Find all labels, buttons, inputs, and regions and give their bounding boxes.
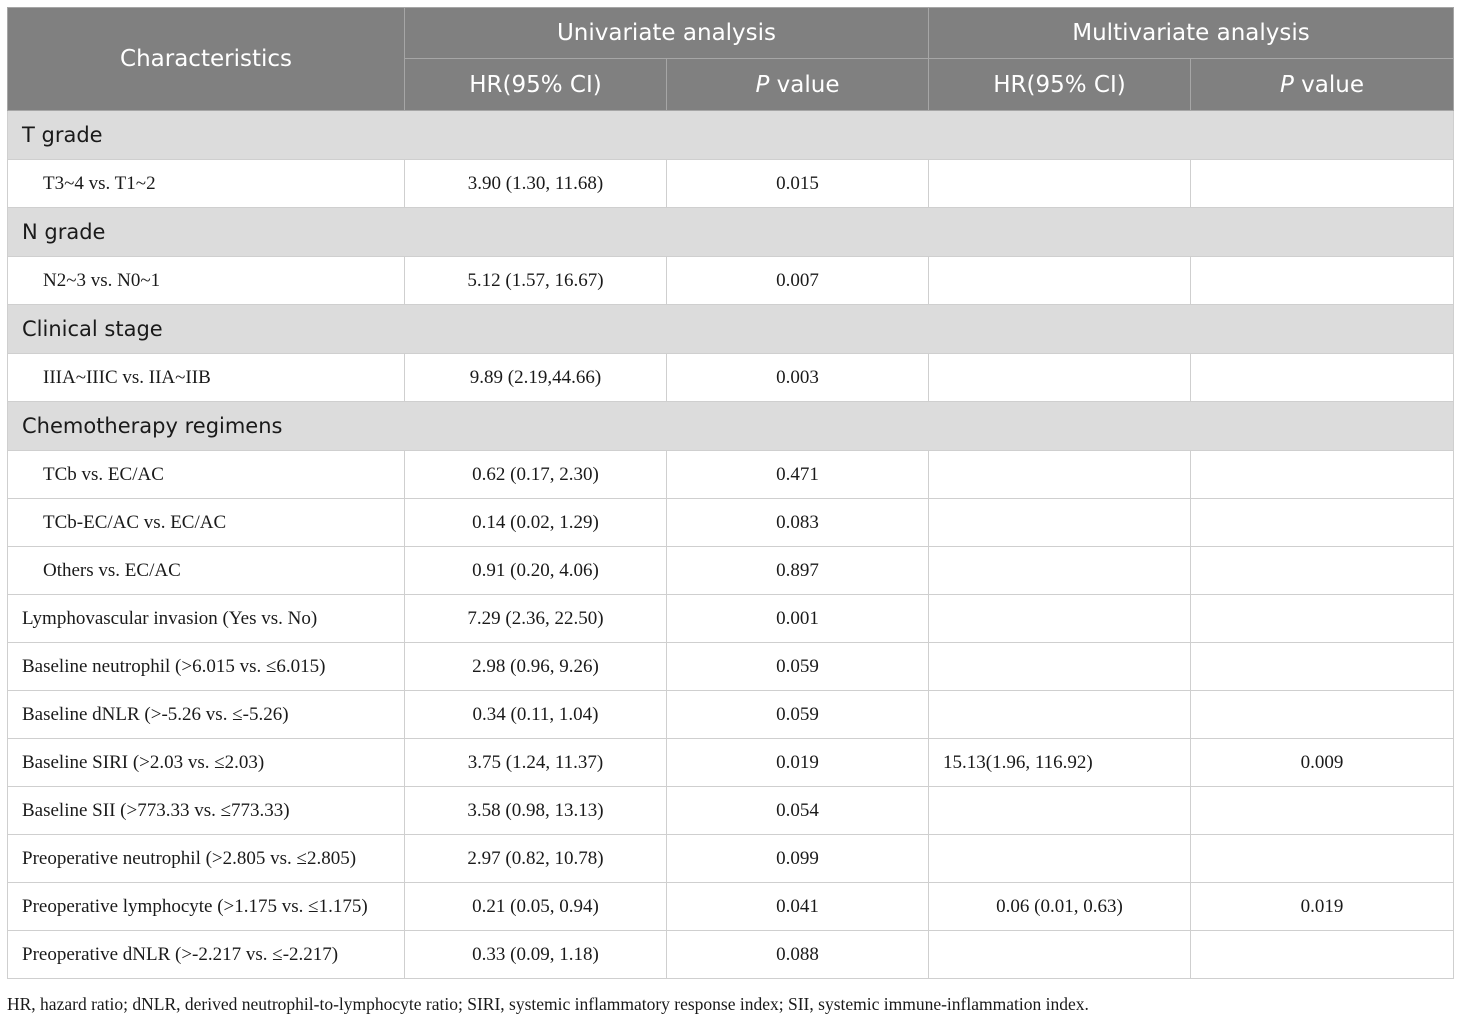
- table-row: [8, 595, 1454, 643]
- univariate-p-cell: 0.019: [667, 739, 929, 787]
- univariate-p-cell: 0.088: [667, 931, 929, 979]
- row-label: IIIA~IIIC vs. IIA~IIB: [8, 354, 405, 402]
- header-p-italic: P: [755, 71, 770, 98]
- multivariate-hr-cell: [929, 547, 1191, 595]
- univariate-hr-cell: 3.58 (0.98, 13.13): [405, 787, 667, 835]
- header-p-italic: P: [1279, 71, 1294, 98]
- univariate-hr-cell: 2.97 (0.82, 10.78): [405, 835, 667, 883]
- univariate-hr-cell: 3.75 (1.24, 11.37): [405, 739, 667, 787]
- multivariate-p-cell: [1191, 451, 1454, 499]
- univariate-p-cell: 0.007: [667, 257, 929, 305]
- univariate-p-cell: 0.015: [667, 160, 929, 208]
- univariate-p-cell: 0.059: [667, 691, 929, 739]
- univariate-hr-cell: 2.98 (0.96, 9.26): [405, 643, 667, 691]
- group-label: T grade: [8, 111, 1454, 160]
- header-p-rest: value: [1293, 71, 1364, 98]
- multivariate-hr-cell: [929, 835, 1191, 883]
- table-header: [8, 8, 1454, 111]
- row-label: Baseline SIRI (>2.03 vs. ≤2.03): [8, 739, 405, 787]
- table-body: [8, 111, 1454, 979]
- row-label: TCb vs. EC/AC: [8, 451, 405, 499]
- group-row: [8, 305, 1454, 354]
- table-row: [8, 160, 1454, 208]
- multivariate-p-cell: 0.019: [1191, 883, 1454, 931]
- univariate-p-cell: 0.003: [667, 354, 929, 402]
- table-row: [8, 739, 1454, 787]
- group-row: [8, 111, 1454, 160]
- univariate-p-cell: 0.059: [667, 643, 929, 691]
- univariate-hr-cell: 0.33 (0.09, 1.18): [405, 931, 667, 979]
- univariate-hr-cell: 7.29 (2.36, 22.50): [405, 595, 667, 643]
- hazard-ratio-table: [7, 7, 1454, 979]
- multivariate-hr-cell: [929, 691, 1191, 739]
- multivariate-hr-cell: 0.06 (0.01, 0.63): [929, 883, 1191, 931]
- table-row: [8, 499, 1454, 547]
- univariate-p-cell: 0.083: [667, 499, 929, 547]
- multivariate-hr-cell: [929, 354, 1191, 402]
- multivariate-p-cell: [1191, 160, 1454, 208]
- multivariate-hr-cell: 15.13(1.96, 116.92): [929, 739, 1191, 787]
- univariate-p-cell: 0.054: [667, 787, 929, 835]
- multivariate-p-cell: [1191, 787, 1454, 835]
- group-row: [8, 402, 1454, 451]
- row-label: Lymphovascular invasion (Yes vs. No): [8, 595, 405, 643]
- row-label: T3~4 vs. T1~2: [8, 160, 405, 208]
- multivariate-p-cell: [1191, 835, 1454, 883]
- univariate-hr-cell: 5.12 (1.57, 16.67): [405, 257, 667, 305]
- header-multi-hr: HR(95% CI): [929, 59, 1191, 111]
- row-label: Preoperative neutrophil (>2.805 vs. ≤2.805): [8, 835, 405, 883]
- header-uni-p: [667, 59, 929, 111]
- group-label: N grade: [8, 208, 1454, 257]
- univariate-p-cell: 0.099: [667, 835, 929, 883]
- multivariate-p-cell: [1191, 499, 1454, 547]
- univariate-p-cell: 0.471: [667, 451, 929, 499]
- multivariate-p-cell: [1191, 354, 1454, 402]
- univariate-hr-cell: 0.21 (0.05, 0.94): [405, 883, 667, 931]
- univariate-p-cell: 0.897: [667, 547, 929, 595]
- multivariate-hr-cell: [929, 499, 1191, 547]
- univariate-p-cell: 0.041: [667, 883, 929, 931]
- header-p-rest: value: [769, 71, 840, 98]
- univariate-p-cell: 0.001: [667, 595, 929, 643]
- table-row: [8, 257, 1454, 305]
- multivariate-hr-cell: [929, 160, 1191, 208]
- multivariate-hr-cell: [929, 643, 1191, 691]
- row-label: Others vs. EC/AC: [8, 547, 405, 595]
- table-row: [8, 547, 1454, 595]
- table-row: [8, 787, 1454, 835]
- header-characteristics: Characteristics: [8, 8, 405, 111]
- univariate-hr-cell: 9.89 (2.19,44.66): [405, 354, 667, 402]
- row-label: Baseline SII (>773.33 vs. ≤773.33): [8, 787, 405, 835]
- multivariate-hr-cell: [929, 257, 1191, 305]
- row-label: Preoperative lymphocyte (>1.175 vs. ≤1.175): [8, 883, 405, 931]
- header-uni-hr: HR(95% CI): [405, 59, 667, 111]
- multivariate-hr-cell: [929, 451, 1191, 499]
- multivariate-p-cell: [1191, 547, 1454, 595]
- multivariate-p-cell: 0.009: [1191, 739, 1454, 787]
- multivariate-p-cell: [1191, 931, 1454, 979]
- table-row: [8, 931, 1454, 979]
- table-row: [8, 643, 1454, 691]
- table-row: [8, 451, 1454, 499]
- multivariate-p-cell: [1191, 691, 1454, 739]
- table-row: [8, 691, 1454, 739]
- multivariate-hr-cell: [929, 787, 1191, 835]
- row-label: Preoperative dNLR (>-2.217 vs. ≤-2.217): [8, 931, 405, 979]
- multivariate-p-cell: [1191, 595, 1454, 643]
- multivariate-p-cell: [1191, 643, 1454, 691]
- table-footnote: HR, hazard ratio; dNLR, derived neutrophil-to-lymphocyte ratio; SIRI, systemic inflammatory response index; SII, systemic immune-inflammation index.: [7, 994, 1089, 1014]
- univariate-hr-cell: 3.90 (1.30, 11.68): [405, 160, 667, 208]
- multivariate-p-cell: [1191, 257, 1454, 305]
- group-row: [8, 208, 1454, 257]
- row-label: Baseline neutrophil (>6.015 vs. ≤6.015): [8, 643, 405, 691]
- univariate-hr-cell: 0.91 (0.20, 4.06): [405, 547, 667, 595]
- univariate-hr-cell: 0.34 (0.11, 1.04): [405, 691, 667, 739]
- multivariate-hr-cell: [929, 595, 1191, 643]
- multivariate-hr-cell: [929, 931, 1191, 979]
- table-row: [8, 835, 1454, 883]
- header-multivariate: Multivariate analysis: [929, 8, 1454, 59]
- results-table-container: [7, 7, 1453, 979]
- univariate-hr-cell: 0.14 (0.02, 1.29): [405, 499, 667, 547]
- row-label: TCb-EC/AC vs. EC/AC: [8, 499, 405, 547]
- table-row: [8, 883, 1454, 931]
- header-univariate: Univariate analysis: [405, 8, 929, 59]
- row-label: N2~3 vs. N0~1: [8, 257, 405, 305]
- row-label: Baseline dNLR (>-5.26 vs. ≤-5.26): [8, 691, 405, 739]
- table-row: [8, 354, 1454, 402]
- group-label: Chemotherapy regimens: [8, 402, 1454, 451]
- header-multi-p: [1191, 59, 1454, 111]
- univariate-hr-cell: 0.62 (0.17, 2.30): [405, 451, 667, 499]
- group-label: Clinical stage: [8, 305, 1454, 354]
